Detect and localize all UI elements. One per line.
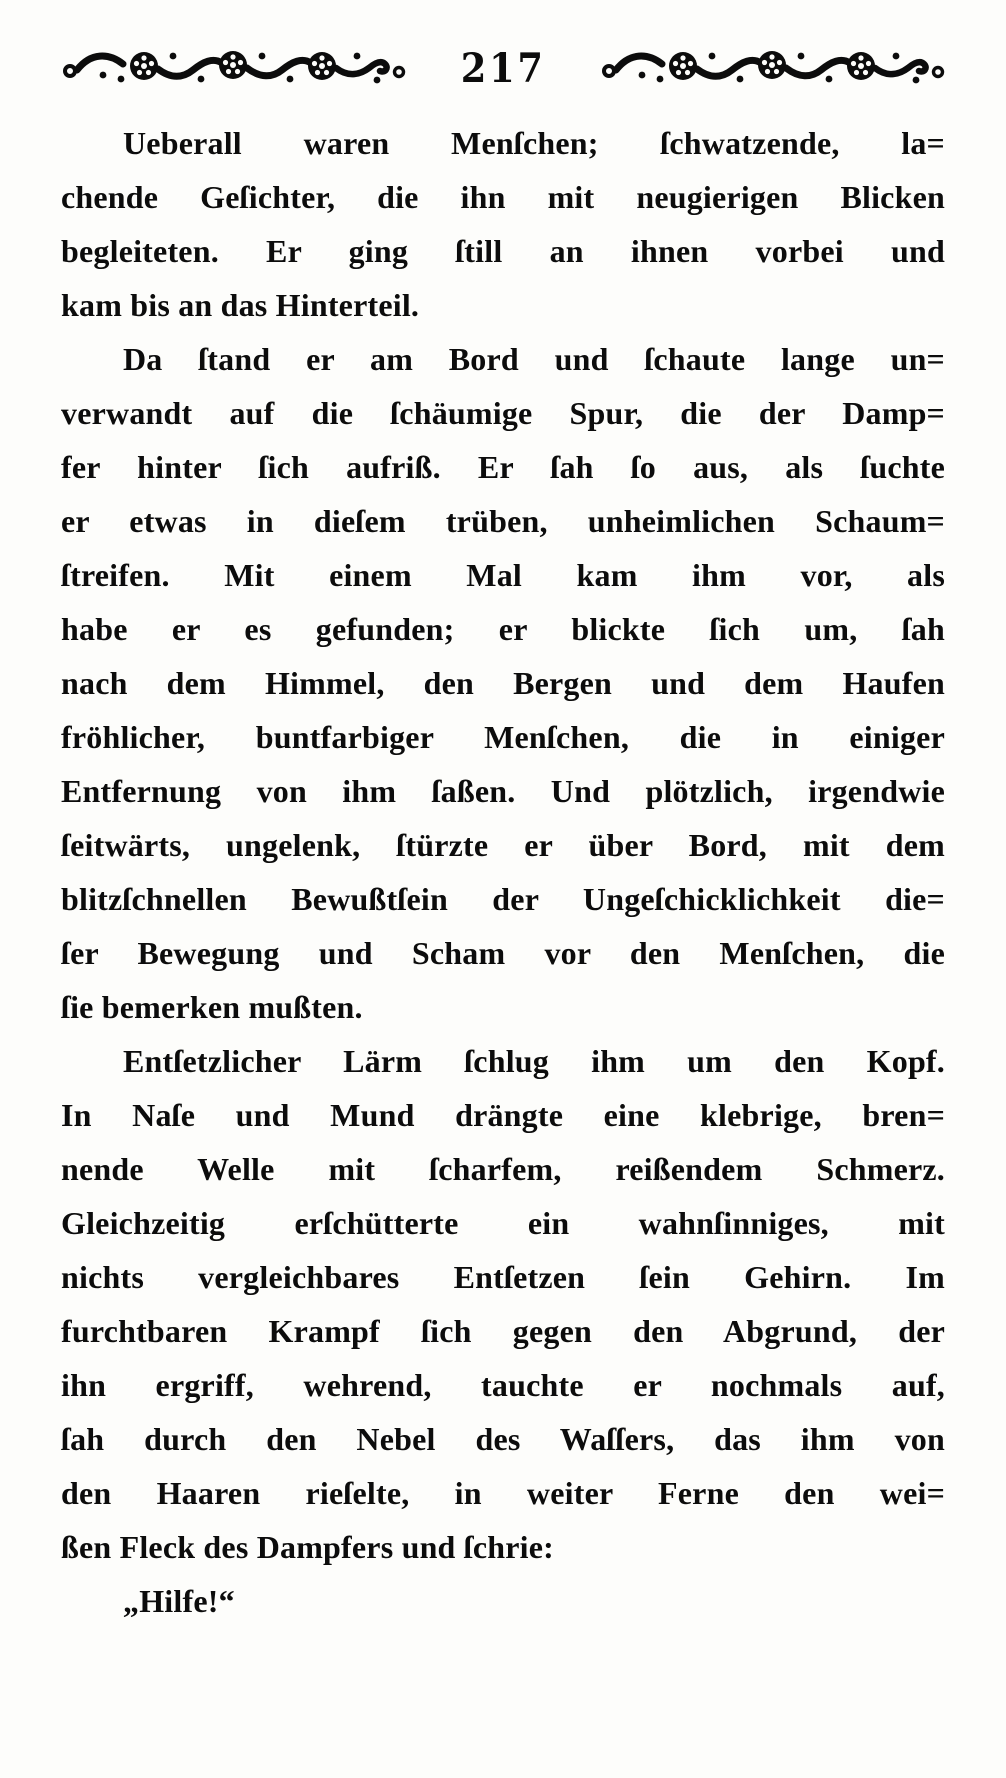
text-line: den Haaren rieſelte, in weiter Ferne den wei= bbox=[61, 1475, 945, 1511]
text-line: habe er es gefunden; er blickte ſich um, ſah bbox=[61, 611, 945, 647]
text-line: Gleichzeitig erſchütterte ein wahnſinniges, mit bbox=[61, 1205, 945, 1241]
text-line: ßen Fleck des Dampfers und ſchrie: bbox=[61, 1529, 555, 1565]
text-line: fer hinter ſich aufriß. Er ſah ſo aus, als ſuchte bbox=[61, 449, 945, 485]
text-line: Entfernung von ihm ſaßen. Und plötzlich, irgendwie bbox=[61, 773, 945, 809]
page-header bbox=[61, 42, 945, 94]
text-line: nach dem Himmel, den Bergen und dem Haufen bbox=[61, 665, 945, 701]
text-line: ſer Bewegung und Scham vor den Menſchen, die bbox=[61, 935, 945, 971]
text-line: nichts vergleichbares Entſetzen ſein Gehirn. Im bbox=[61, 1259, 945, 1295]
text-line: „Hilfe!“ bbox=[123, 1583, 235, 1619]
text-line: furchtbaren Krampf ſich gegen den Abgrund, der bbox=[61, 1313, 945, 1349]
text-line: ſie bemerken mußten. bbox=[61, 989, 363, 1025]
text-line: chende Geſichter, die ihn mit neugierigen Blicken bbox=[61, 179, 945, 215]
page-text bbox=[61, 116, 945, 1628]
text-line: begleiteten. Er ging ſtill an ihnen vorbei und bbox=[61, 233, 945, 269]
header-ornament-left-icon bbox=[61, 44, 406, 92]
text-line: blitzſchnellen Bewußtſein der Ungeſchicklichkeit die= bbox=[61, 881, 945, 917]
text-line: Entſetzlicher Lärm ſchlug ihm um den Kopf. bbox=[123, 1043, 945, 1079]
text-line: nende Welle mit ſcharfem, reißendem Schmerz. bbox=[61, 1151, 945, 1187]
header-ornament-right-icon bbox=[600, 44, 945, 92]
text-line: fröhlicher, buntfarbiger Menſchen, die in einiger bbox=[61, 719, 945, 755]
page-number: 217 bbox=[460, 44, 546, 92]
text-line: ſah durch den Nebel des Waſſers, das ihm von bbox=[61, 1421, 945, 1457]
text-line: Da ſtand er am Bord und ſchaute lange un= bbox=[123, 341, 945, 377]
text-line: ihn ergriff, wehrend, tauchte er nochmals auf, bbox=[61, 1367, 945, 1403]
text-line: In Naſe und Mund drängte eine klebrige, bren= bbox=[61, 1097, 945, 1133]
text-line: er etwas in dieſem trüben, unheimlichen Schaum= bbox=[61, 503, 945, 539]
text-line: kam bis an das Hinterteil. bbox=[61, 287, 420, 323]
text-line: ſtreifen. Mit einem Mal kam ihm vor, als bbox=[61, 557, 945, 593]
text-line: Ueberall waren Menſchen; ſchwatzende, la= bbox=[123, 125, 945, 161]
text-line: verwandt auf die ſchäumige Spur, die der Damp= bbox=[61, 395, 945, 431]
text-line: ſeitwärts, ungelenk, ſtürzte er über Bord, mit dem bbox=[61, 827, 945, 863]
